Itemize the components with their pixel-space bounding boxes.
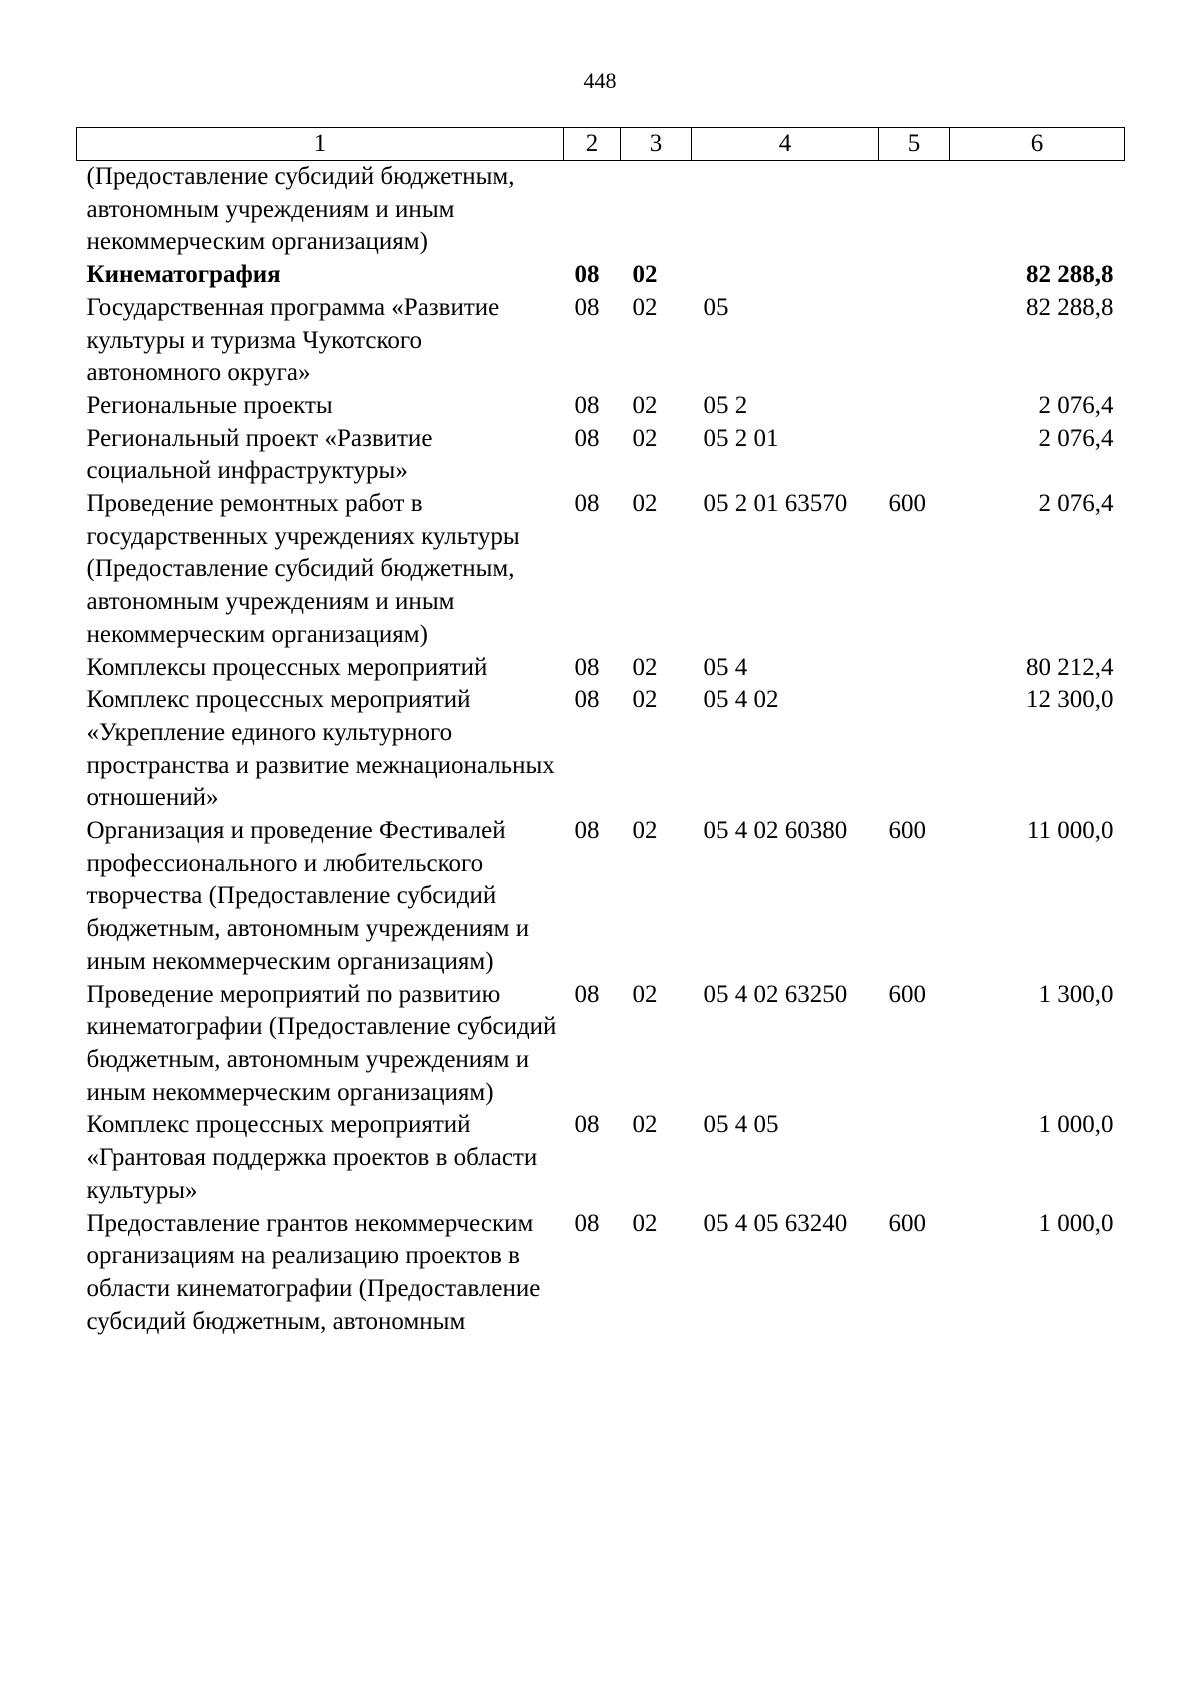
expense-type-code xyxy=(879,1109,950,1207)
column-header: 4 xyxy=(692,128,879,161)
table-row xyxy=(77,488,1125,652)
table-row xyxy=(77,292,1125,390)
column-header: 6 xyxy=(950,128,1125,161)
amount: 11 000,0 xyxy=(1026,817,1114,845)
amount: 1 300,0 xyxy=(1038,980,1114,1008)
column-header: 1 xyxy=(77,128,564,161)
expense-type-code: 600 xyxy=(888,1209,926,1237)
amount: 1 000,0 xyxy=(1038,1209,1114,1237)
target-article-code xyxy=(692,161,879,260)
section-code: 08 xyxy=(574,261,600,289)
column-header: 2 xyxy=(564,128,621,161)
table-body xyxy=(77,161,1125,1339)
item-name: Комплекс процессных мероприятий «Укрепление единого культурного пространства и развитие межнациональных отношений» xyxy=(86,686,555,812)
subsection-code: 02 xyxy=(632,1209,658,1237)
item-name: Организация и проведение Фестивалей профессионального и любительского творчества (Предоставление субсидий бюджетным, автономным учреждениям и иным некоммерческим организациям) xyxy=(86,817,530,975)
subsection-code: 02 xyxy=(632,653,658,681)
target-article-code: 05 4 05 xyxy=(703,1111,779,1139)
amount: 1 000,0 xyxy=(1038,1111,1114,1139)
target-article-code: 05 4 02 60380 xyxy=(703,817,848,845)
target-article-code: 05 4 05 63240 xyxy=(703,1209,848,1237)
table-row xyxy=(77,1208,1125,1339)
expense-type-code: 600 xyxy=(888,817,926,845)
section-code xyxy=(564,161,621,260)
expense-type-code xyxy=(879,259,950,292)
column-header: 5 xyxy=(879,128,950,161)
page-number: 448 xyxy=(583,68,617,93)
subsection-code: 02 xyxy=(632,1111,658,1139)
subsection-code: 02 xyxy=(632,490,658,518)
item-name: Комплексы процессных мероприятий xyxy=(86,653,488,681)
item-name: Комплекс процессных мероприятий «Грантовая поддержка проектов в области культуры» xyxy=(86,1111,538,1204)
target-article-code xyxy=(692,259,879,292)
table-row xyxy=(77,161,1125,260)
header-row xyxy=(77,128,1125,161)
subsection-code xyxy=(621,161,692,260)
item-name: (Предоставление субсидий бюджетным, автономным учреждениям и иным некоммерческим организациям) xyxy=(86,163,515,256)
target-article-code: 05 2 xyxy=(703,391,748,419)
amount: 2 076,4 xyxy=(1038,424,1114,452)
amount: 12 300,0 xyxy=(1026,686,1114,714)
table-row xyxy=(77,684,1125,815)
amount: 2 076,4 xyxy=(1038,391,1114,419)
table-row xyxy=(77,815,1125,979)
expense-type-code xyxy=(879,652,950,685)
table-row xyxy=(77,423,1125,488)
expense-type-code: 600 xyxy=(888,490,926,518)
section-code: 08 xyxy=(574,293,600,321)
section-code: 08 xyxy=(574,817,600,845)
table-row xyxy=(77,390,1125,423)
subsection-code: 02 xyxy=(632,980,658,1008)
expense-type-code xyxy=(879,292,950,390)
section-code: 08 xyxy=(574,980,600,1008)
subsection-code: 02 xyxy=(632,261,658,289)
target-article-code: 05 4 xyxy=(703,653,748,681)
item-name: Региональный проект «Развитие социальной инфраструктуры» xyxy=(86,424,433,485)
subsection-code: 02 xyxy=(632,424,658,452)
item-name: Проведение ремонтных работ в государственных учреждениях культуры (Предоставление субсидий бюджетным, автономным учреждениям и иным некоммерческим организациям) xyxy=(86,490,520,648)
amount: 2 076,4 xyxy=(1038,490,1114,518)
item-name: Кинематография xyxy=(86,261,281,289)
budget-table xyxy=(76,127,1125,1338)
target-article-code: 05 4 02 63250 xyxy=(703,980,848,1008)
section-code: 08 xyxy=(574,424,600,452)
table-header xyxy=(77,128,1125,161)
section-code: 08 xyxy=(574,1111,600,1139)
amount: 82 288,8 xyxy=(1026,261,1114,289)
target-article-code: 05 2 01 xyxy=(703,424,779,452)
subsection-code: 02 xyxy=(632,686,658,714)
amount: 80 212,4 xyxy=(1026,653,1114,681)
expense-type-code: 600 xyxy=(888,980,926,1008)
section-code: 08 xyxy=(574,686,600,714)
item-name: Проведение мероприятий по развитию кинематографии (Предоставление субсидий бюджетным, автономным учреждениям и иным некоммерческим организациям) xyxy=(86,980,557,1106)
section-code: 08 xyxy=(574,1209,600,1237)
table-row xyxy=(77,652,1125,685)
section-code: 08 xyxy=(574,653,600,681)
table-row xyxy=(77,259,1125,292)
table-row xyxy=(77,1109,1125,1207)
section-code: 08 xyxy=(574,490,600,518)
subsection-code: 02 xyxy=(632,817,658,845)
target-article-code: 05 2 01 63570 xyxy=(703,490,848,518)
target-article-code: 05 xyxy=(703,293,729,321)
expense-type-code xyxy=(879,390,950,423)
expense-type-code xyxy=(879,684,950,815)
section-code: 08 xyxy=(574,391,600,419)
expense-type-code xyxy=(879,161,950,260)
item-name: Региональные проекты xyxy=(86,391,333,419)
table-row xyxy=(77,979,1125,1110)
column-header: 3 xyxy=(621,128,692,161)
subsection-code: 02 xyxy=(632,391,658,419)
amount: 82 288,8 xyxy=(1026,293,1114,321)
subsection-code: 02 xyxy=(632,293,658,321)
amount xyxy=(950,161,1125,260)
item-name: Предоставление грантов некоммерческим организациям на реализацию проектов в области кинематографии (Предоставление субсидий бюджетным, автономным xyxy=(86,1209,541,1335)
target-article-code: 05 4 02 xyxy=(703,686,779,714)
item-name: Государственная программа «Развитие культуры и туризма Чукотского автономного округа» xyxy=(86,293,500,387)
expense-type-code xyxy=(879,423,950,488)
